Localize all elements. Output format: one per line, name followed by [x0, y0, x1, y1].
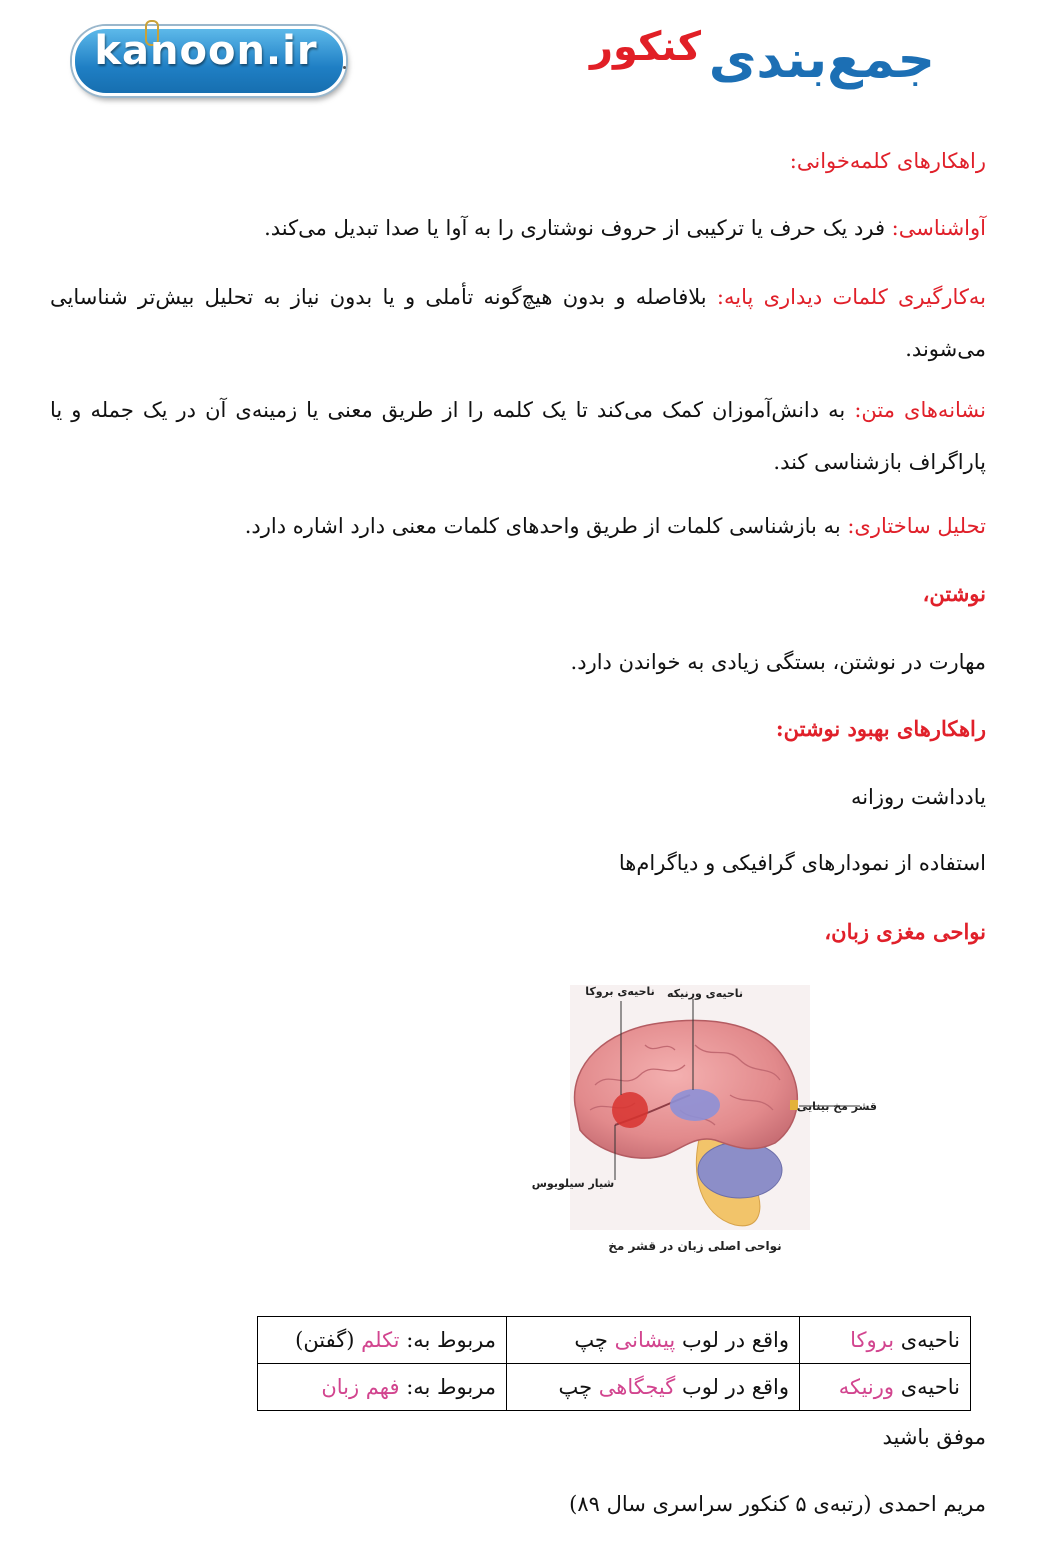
cell-highlight: تکلم	[361, 1328, 400, 1352]
cell-suffix: چپ	[558, 1375, 599, 1399]
brain-regions-table	[257, 1316, 971, 1411]
cell-highlight: پیشانی	[614, 1328, 676, 1352]
item-term: به‌کارگیری کلمات دیداری پایه:	[716, 285, 986, 309]
item-term: نشانه‌های متن:	[854, 398, 987, 422]
author-line: مریم احمدی (رتبه‌ی ۵ کنکور سراسری سال ۸۹)	[569, 1492, 986, 1516]
item-text: بلافاصله و بدون هیچ‌گونه تأملی و یا بدون نیاز به تحلیل بیش‌تر شناسایی می‌شوند.	[50, 285, 986, 361]
cell-prefix: مربوط به:	[399, 1328, 496, 1352]
cell-highlight: گیجگاهی	[598, 1375, 676, 1399]
item-context-clues	[50, 384, 986, 488]
broca-area	[612, 1092, 648, 1128]
cell-highlight: بروکا	[850, 1328, 895, 1352]
cell-prefix: مربوط به:	[399, 1375, 496, 1399]
section-title-writing: نوشتن،	[922, 581, 986, 606]
table-cell-location	[507, 1364, 800, 1411]
kanoon-logo[interactable]	[72, 20, 347, 96]
item-sight-words	[50, 271, 986, 375]
brain-diagram	[515, 975, 895, 1265]
section-title-brain-areas: نواحی مغزی زبان،	[824, 919, 986, 944]
logo-dot	[343, 66, 346, 69]
wernicke-area	[670, 1089, 720, 1121]
table-cell-location	[507, 1317, 800, 1364]
section-title-writing-strategies: راهکارهای بهبود نوشتن:	[775, 716, 986, 741]
cell-prefix: ناحیه‌ی	[894, 1375, 960, 1399]
table-cell-function	[258, 1317, 507, 1364]
cell-highlight: ورنیکه	[838, 1375, 895, 1399]
brand-title	[590, 24, 935, 104]
closing-text: موفق باشید	[882, 1425, 986, 1449]
item-text: فرد یک حرف یا ترکیبی از حروف نوشتاری را به آوا یا صدا تبدیل می‌کند.	[264, 216, 892, 240]
figure-caption: نواحی اصلی زبان در قشر مخ	[608, 1239, 782, 1253]
cell-suffix: (گفتن)	[295, 1328, 362, 1352]
item-text: به دانش‌آموزان کمک می‌کند تا یک کلمه را از طریق معنی یا زمینه‌ی آن در یک جمله و یا پاراگراف بازشناسی کند.	[50, 398, 986, 474]
item-term: تحلیل ساختاری:	[847, 514, 986, 538]
cerebellum	[698, 1142, 782, 1198]
item-phonics	[264, 213, 986, 243]
brand-main: جمع‌بندی	[708, 30, 935, 90]
table-cell-function	[258, 1364, 507, 1411]
table-row	[258, 1317, 971, 1364]
list-item: یادداشت روزانه	[850, 785, 986, 809]
label-broca: ناحیه‌ی بروکا	[585, 985, 655, 998]
label-sylvian: شیار سیلویوس	[531, 1177, 615, 1190]
list-item: استفاده از نمودارهای گرافیکی و دیاگرام‌ها	[618, 851, 986, 875]
writing-text: مهارت در نوشتن، بستگی زیادی به خواندن دارد.	[570, 650, 986, 674]
cell-highlight: فهم زبان	[321, 1375, 400, 1399]
item-structural-analysis	[245, 511, 986, 541]
item-term: آواشناسی:	[891, 216, 986, 240]
table-cell-region	[800, 1364, 971, 1411]
brand-accent: کنکور	[590, 24, 701, 70]
cell-prefix: واقع در لوب	[675, 1375, 789, 1399]
table-cell-region	[800, 1317, 971, 1364]
cell-prefix: واقع در لوب	[675, 1328, 789, 1352]
cell-suffix: چپ	[574, 1328, 615, 1352]
section-title-word-reading: راهکارهای کلمه‌خوانی:	[789, 149, 986, 173]
cell-prefix: ناحیه‌ی	[894, 1328, 960, 1352]
label-visual-cortex: قشر مخ بینایی	[796, 1100, 877, 1113]
item-text: به بازشناسی کلمات از طریق واحدهای کلمات معنی دارد اشاره دارد.	[244, 514, 848, 538]
label-wernicke: ناحیه‌ی ورنیکه	[666, 987, 744, 1000]
logo-text: kanoon.ir	[94, 28, 318, 74]
table-row	[258, 1364, 971, 1411]
cerebrum	[575, 1020, 798, 1158]
